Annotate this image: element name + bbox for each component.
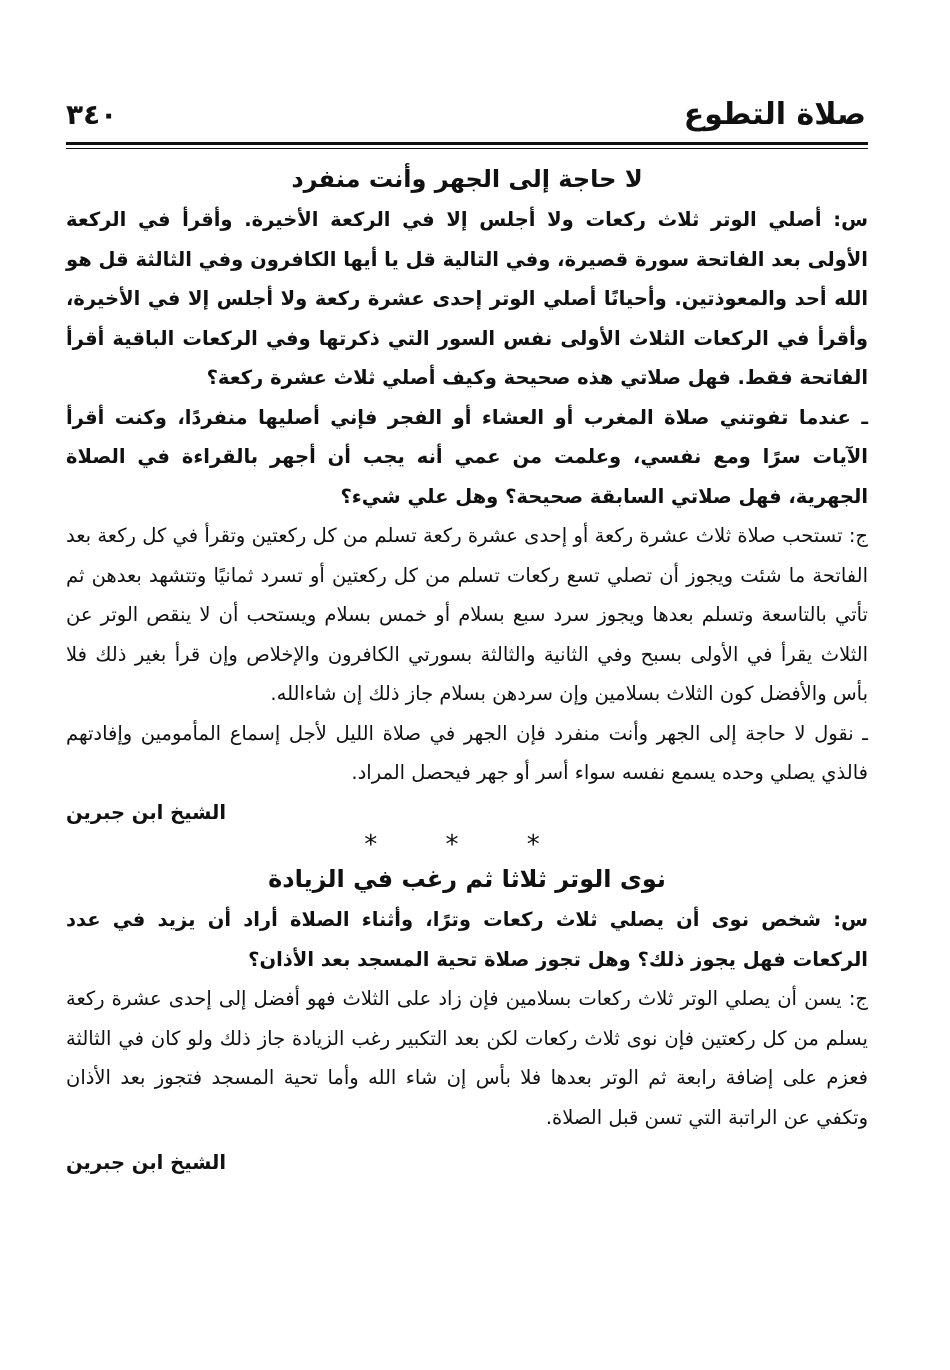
header-rule-thick: [66, 142, 868, 145]
section-heading-2: نوى الوتر ثلاثا ثم رغب في الزيادة: [268, 865, 666, 893]
page-number: ٣٤٠: [66, 97, 118, 131]
question-paragraph-3: س: شخص نوى أن يصلي ثلاث ركعات وترًا، وأثناء الصلاة أراد أن يزيد في عدد الركعات فهل يجوز ذلك؟ وهل تجوز صلاة تحية المسجد بعد الأذان؟: [66, 908, 868, 971]
answer-paragraph-2: ـ نقول لا حاجة إلى الجهر وأنت منفرد فإن الجهر في صلاة الليل لأجل إسماع المأمومين وإفادتهم فالذي يصلي وحده يسمع نفسه سواء أسر أو جهر فيحصل المراد.: [66, 721, 868, 784]
signature-row: [66, 793, 868, 833]
signature-1: الشيخ ابن جبرين: [66, 800, 227, 824]
page-header: [66, 92, 866, 136]
signature-row-2: [66, 1143, 868, 1183]
book-title: صلاة التطوع: [683, 96, 866, 132]
question-paragraph-2: ـ عندما تفوتني صلاة المغرب أو العشاء أو الفجر فإني أصليها منفردًا، وكنت أقرأ الآيات سرًا ومع نفسي، وعلمت من عمي أنه يجب أن أجهر بالقراءة في الصلاة الجهرية، فهل صلاتي السابقة صحيحة؟ وهل علي شيء؟: [66, 405, 868, 508]
answer-paragraph-3: ج: يسن أن يصلي الوتر ثلاث ركعات بسلامين فإن زاد على الثلاث فهو أفضل إلى إحدى عشرة ركعة يسلم من كل ركعتين فإن نوى ثلاث ركعات لكن بعد التكبير رغب الزيادة جاز ذلك ولو كان في الثالثة فعزم على إضافة رابعة ثم الوتر بعدها فلا بأس إن شاء الله وأما تحية المسجد فتجوز بعد الأذان وتكفي عن الراتبة التي تسن قبل الصلاة.: [66, 987, 868, 1129]
answer-paragraph: ج: تستحب صلاة ثلاث عشرة ركعة أو إحدى عشرة ركعة تسلم من كل ركعتين وتقرأ في كل ركعة بعد الفاتحة ما شئت ويجوز أن تصلي تسع ركعات تسلم من كل ركعتين أو تسرد ثمانيًا وتتشهد بعدهن ثم تأتي بالتاسعة وتسلم بعدها ويجوز سرد سبع بسلام أو خمس بسلام ويستحب أن لا ينقص الوتر عن الثلاث يقرأ في الأولى بسبح وفي الثانية والثالثة بسورتي الكافرون والإخلاص وإن قرأ بغير ذلك فلا بأس والأفضل كون الثلاث بسلامين وإن سردهن بسلام جاز ذلك إن شاءالله.: [66, 524, 868, 705]
header-rule-thin: [66, 148, 868, 149]
question-paragraph: س: أصلي الوتر ثلاث ركعات ولا أجلس إلا في الركعة الأخيرة. وأقرأ في الركعة الأولى بعد الفاتحة سورة قصيرة، وفي التالية قل يا أيها الكافرون وفي الثالثة قل هو الله أحد والمعوذتين. وأحيانًا أصلي الوتر إحدى عشرة ركعة ولا أجلس إلا في الأخيرة، وأقرأ في الركعات الثلاث الأولى نفس السور التي ذكرتها وفي الركعات الباقية أقرأ الفاتحة فقط. فهل صلاتي هذه صحيحة وكيف أصلي ثلاث عشرة ركعة؟: [65, 208, 868, 389]
page-body: [66, 158, 868, 1183]
section-heading-1: لا حاجة إلى الجهر وأنت منفرد: [291, 165, 643, 193]
signature-2: الشيخ ابن جبرين: [66, 1151, 227, 1174]
section-separator: * * *: [364, 830, 570, 860]
